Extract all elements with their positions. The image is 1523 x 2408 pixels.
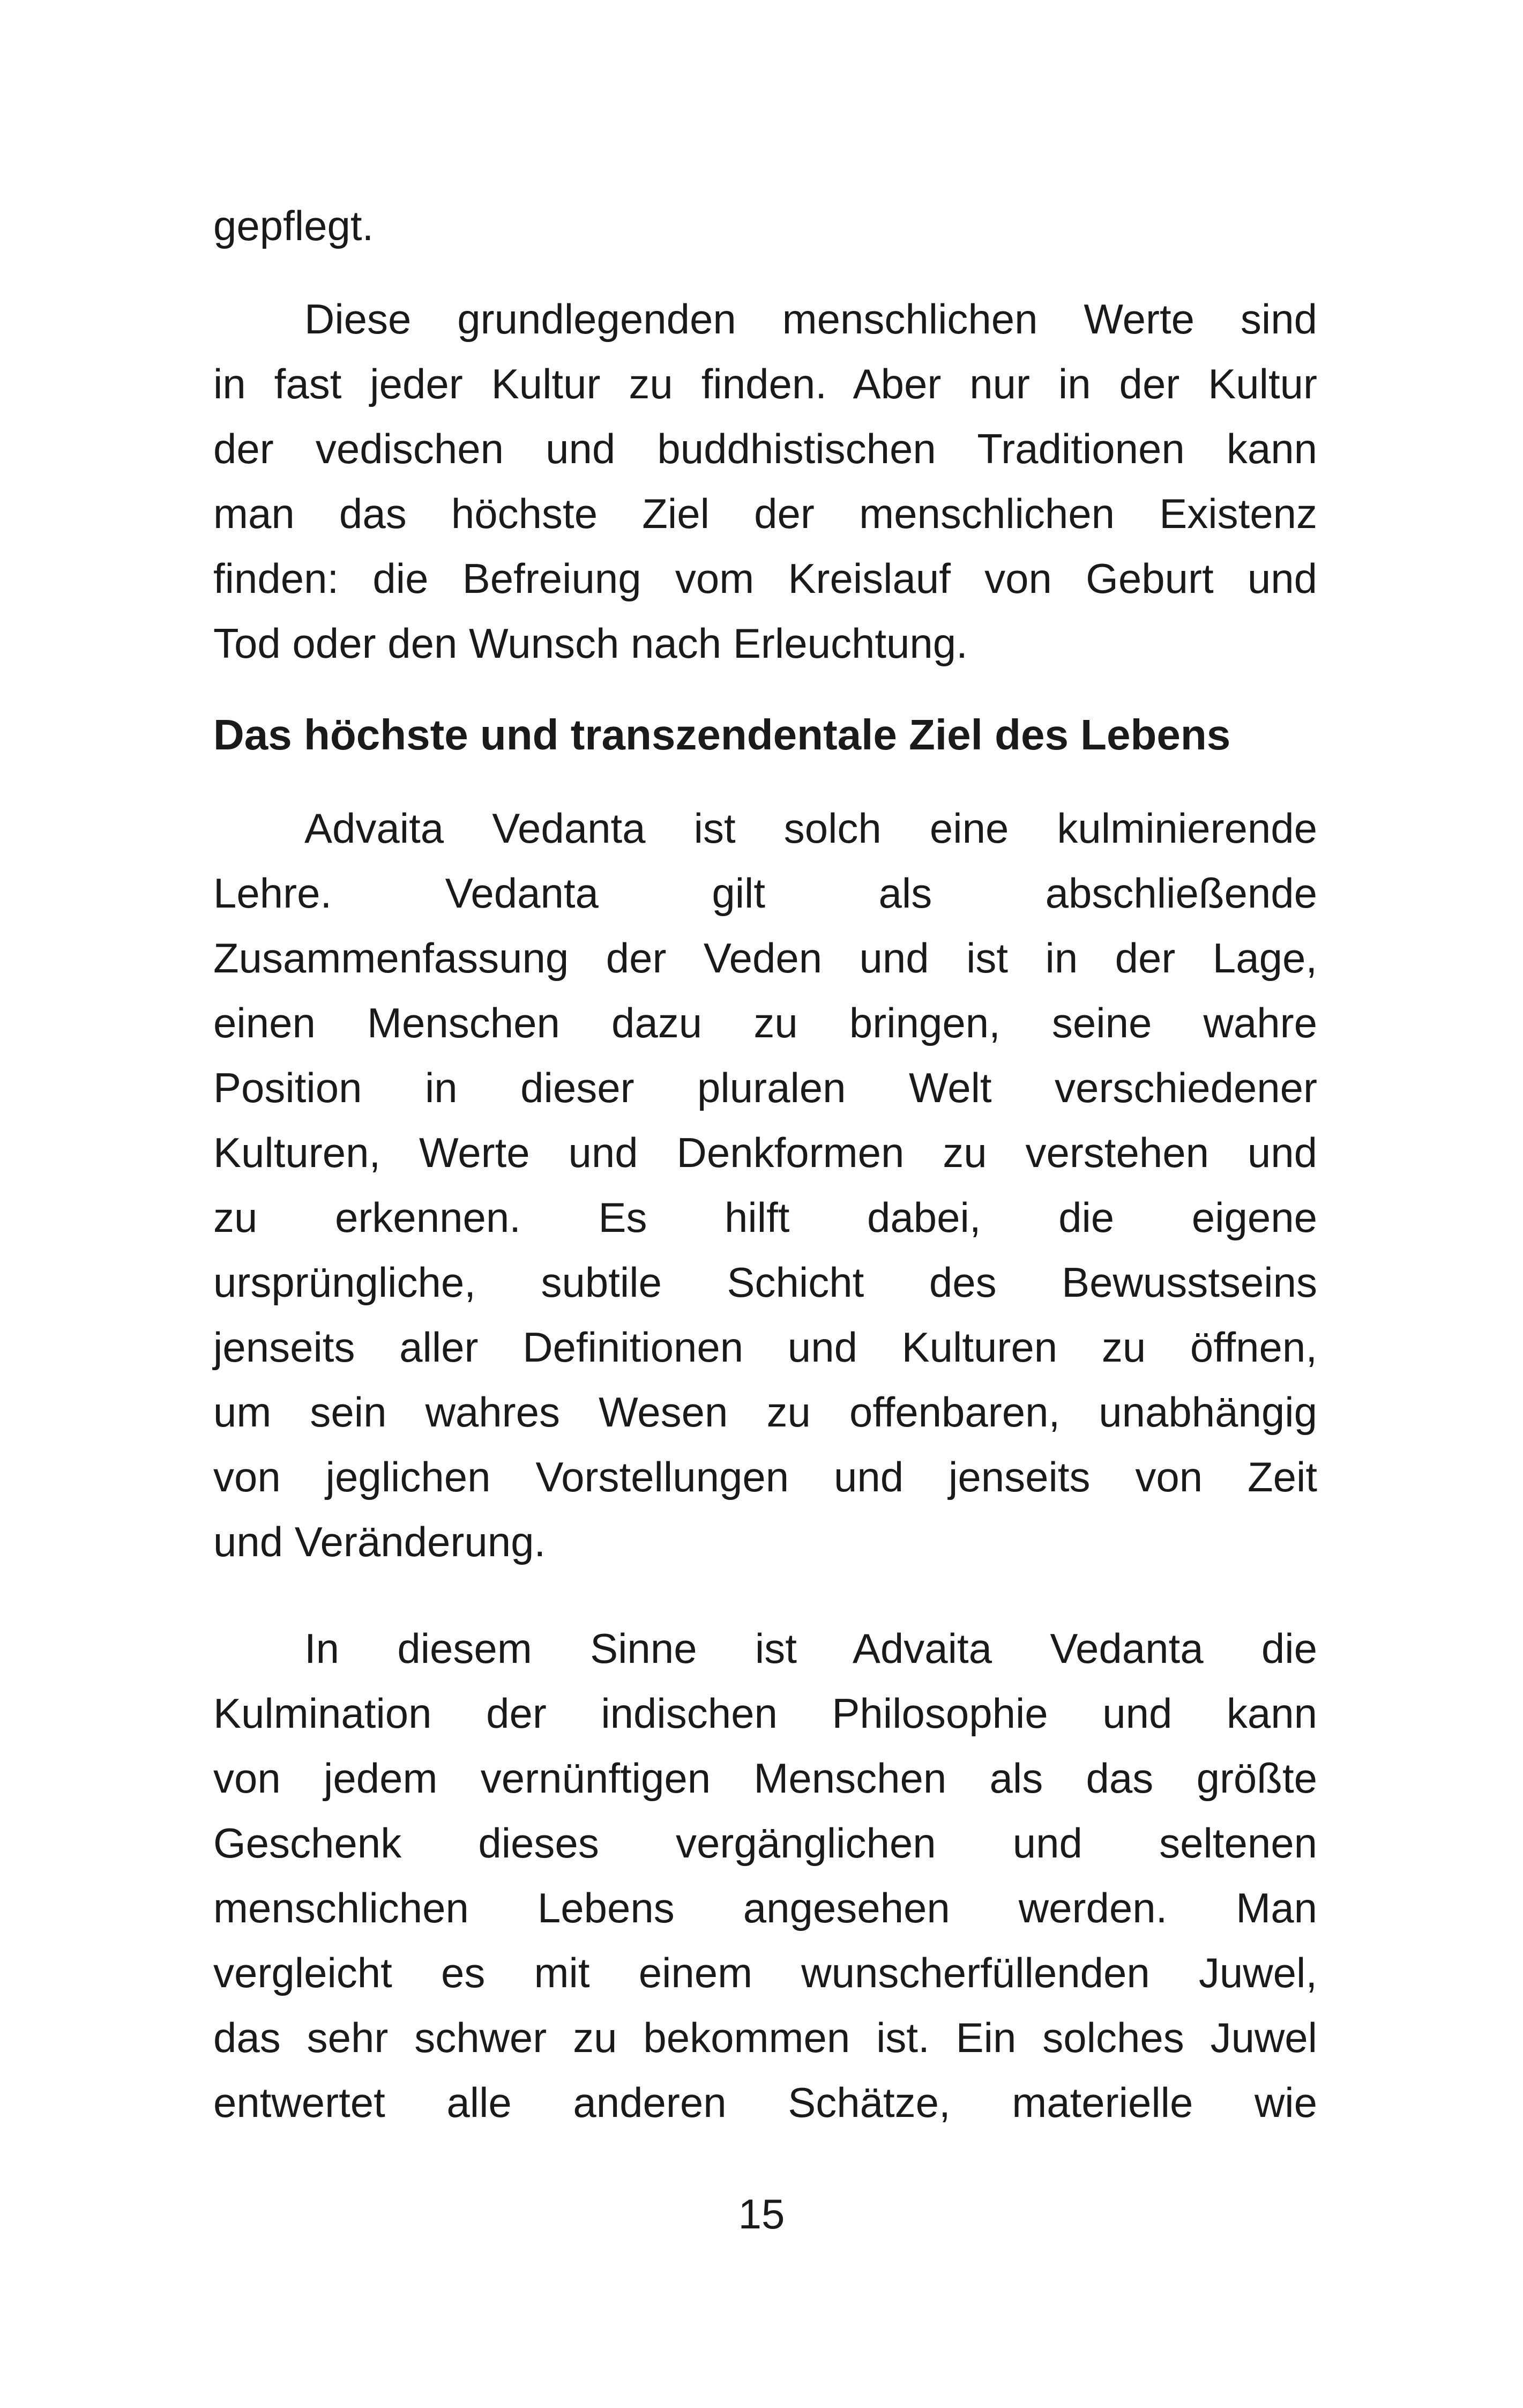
paragraph-line: finden: die Befreiung vom Kreislauf von Geburt und xyxy=(213,555,1317,602)
paragraph-line: gepflegt. xyxy=(213,202,374,249)
section-heading: Das höchste und transzendentale Ziel des Lebens xyxy=(213,711,1231,759)
paragraph-line: Diese grundlegenden menschlichen Werte sind xyxy=(304,295,1317,343)
paragraph-line: Lehre. Vedanta gilt als abschließende xyxy=(213,869,1317,917)
paragraph-line: Tod oder den Wunsch nach Erleuchtung. xyxy=(213,620,968,667)
paragraph-line: von jedem vernünftigen Menschen als das größte xyxy=(213,1755,1317,1802)
page-number: 15 xyxy=(738,2190,785,2238)
paragraph-line: Position in dieser pluralen Welt verschiedener xyxy=(213,1064,1317,1111)
paragraph-line: Zusammenfassung der Veden und ist in der Lage, xyxy=(213,934,1317,982)
paragraph-line: jenseits aller Definitionen und Kulturen zu öffnen, xyxy=(213,1324,1317,1371)
paragraph-line: ursprüngliche, subtile Schicht des Bewusstseins xyxy=(213,1259,1317,1306)
paragraph-line: Geschenk dieses vergänglichen und seltenen xyxy=(213,1819,1317,1867)
continuation-text xyxy=(213,194,1317,258)
paragraph-line: um sein wahres Wesen zu offenbaren, unabhängig xyxy=(213,1388,1317,1436)
paragraph-line: menschlichen Lebens angesehen werden. Man xyxy=(213,1884,1317,1931)
paragraph-line: Kulturen, Werte und Denkformen zu verstehen und xyxy=(213,1129,1317,1176)
paragraph-line: von jeglichen Vorstellungen und jenseits von Zeit xyxy=(213,1453,1317,1500)
paragraph-line: und Veränderung. xyxy=(213,1518,546,1565)
paragraph-line: der vedischen und buddhistischen Traditionen kann xyxy=(213,425,1317,472)
paragraph-line: in fast jeder Kultur zu finden. Aber nur in der Kultur xyxy=(213,360,1317,407)
paragraph-line: das sehr schwer zu bekommen ist. Ein solches Juwel xyxy=(213,2014,1317,2061)
paragraph-line: Kulmination der indischen Philosophie und kann xyxy=(213,1690,1317,1737)
paragraph-line: einen Menschen dazu zu bringen, seine wahre xyxy=(213,999,1317,1046)
paragraph-line: vergleicht es mit einem wunscherfüllenden Juwel, xyxy=(213,1949,1317,1996)
paragraph-1 xyxy=(213,287,1317,676)
paragraph-3 xyxy=(213,1616,1317,2135)
paragraph-line: Advaita Vedanta ist solch eine kulminierende xyxy=(304,805,1317,852)
paragraph-2 xyxy=(213,796,1317,1574)
paragraph-line: man das höchste Ziel der menschlichen Existenz xyxy=(213,490,1317,537)
paragraph-line: In diesem Sinne ist Advaita Vedanta die xyxy=(304,1625,1317,1672)
paragraph-line: entwertet alle anderen Schätze, materielle wie xyxy=(213,2079,1317,2126)
paragraph-line: zu erkennen. Es hilft dabei, die eigene xyxy=(213,1194,1317,1241)
